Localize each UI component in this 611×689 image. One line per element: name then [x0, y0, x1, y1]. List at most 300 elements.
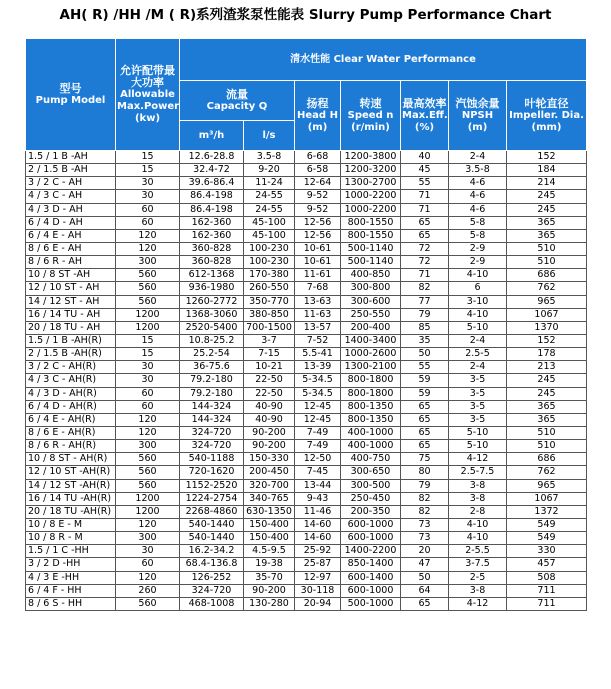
- cell-max-eff: 65: [401, 597, 449, 610]
- cell-max-power: 15: [116, 164, 180, 177]
- table-row: [26, 269, 587, 282]
- cell-max-eff: 55: [401, 177, 449, 190]
- cell-max-power: 560: [116, 453, 180, 466]
- cell-npsh: 2-9: [449, 242, 507, 255]
- table-row: [26, 177, 587, 190]
- cell-pump-model: 4 / 3 C - AH: [26, 190, 116, 203]
- cell-npsh: 4-10: [449, 269, 507, 282]
- cell-pump-model: 6 / 4 F - HH: [26, 584, 116, 597]
- cell-max-power: 60: [116, 203, 180, 216]
- cell-head: 5-34.5: [295, 387, 341, 400]
- cell-npsh: 4-6: [449, 190, 507, 203]
- header-speed-cn: 转速: [359, 96, 382, 110]
- table-row: [26, 492, 587, 505]
- table-row: [26, 532, 587, 545]
- header-head-cn: 扬程: [306, 96, 329, 110]
- cell-pump-model: 6 / 4 D - AH(R): [26, 400, 116, 413]
- cell-capacity-ls: 260-550: [244, 282, 295, 295]
- cell-max-power: 60: [116, 558, 180, 571]
- table-row: [26, 545, 587, 558]
- cell-capacity-m3h: 324-720: [180, 584, 244, 597]
- cell-pump-model: 6 / 4 D - AH: [26, 216, 116, 229]
- cell-speed: 250-550: [341, 308, 401, 321]
- cell-pump-model: 16 / 14 TU -AH(R): [26, 492, 116, 505]
- cell-head: 25-87: [295, 558, 341, 571]
- cell-impeller-dia: 686: [507, 453, 587, 466]
- cell-capacity-m3h: 68.4-136.8: [180, 558, 244, 571]
- cell-capacity-ls: 22-50: [244, 374, 295, 387]
- cell-max-eff: 50: [401, 571, 449, 584]
- cell-speed: 200-400: [341, 321, 401, 334]
- header-eff-cn: 最高效率: [402, 96, 447, 110]
- cell-head: 13-44: [295, 479, 341, 492]
- cell-max-power: 60: [116, 400, 180, 413]
- cell-speed: 600-1000: [341, 584, 401, 597]
- cell-impeller-dia: 245: [507, 190, 587, 203]
- cell-speed: 1000-2600: [341, 348, 401, 361]
- cell-impeller-dia: 184: [507, 164, 587, 177]
- cell-npsh: 4-10: [449, 532, 507, 545]
- cell-npsh: 3-8: [449, 584, 507, 597]
- table-row: [26, 190, 587, 203]
- cell-capacity-m3h: 1152-2520: [180, 479, 244, 492]
- cell-head: 5-34.5: [295, 374, 341, 387]
- cell-speed: 1000-2200: [341, 203, 401, 216]
- table-row: [26, 571, 587, 584]
- cell-max-power: 30: [116, 545, 180, 558]
- cell-npsh: 4-10: [449, 518, 507, 531]
- cell-speed: 1300-2100: [341, 361, 401, 374]
- cell-capacity-m3h: 25.2-54: [180, 348, 244, 361]
- cell-max-power: 1200: [116, 308, 180, 321]
- cell-speed: 500-1000: [341, 597, 401, 610]
- cell-head: 7-45: [295, 466, 341, 479]
- table-row: [26, 400, 587, 413]
- cell-capacity-ls: 3-7: [244, 334, 295, 347]
- cell-capacity-ls: 90-200: [244, 426, 295, 439]
- header-eff-unit: (%): [414, 121, 435, 133]
- cell-npsh: 5-10: [449, 321, 507, 334]
- cell-impeller-dia: 711: [507, 597, 587, 610]
- cell-capacity-ls: 45-100: [244, 216, 295, 229]
- cell-capacity-m3h: 10.8-25.2: [180, 334, 244, 347]
- cell-pump-model: 20 / 18 TU - AH: [26, 321, 116, 334]
- cell-speed: 400-1000: [341, 426, 401, 439]
- cell-head: 7-52: [295, 334, 341, 347]
- cell-capacity-ls: 700-1500: [244, 321, 295, 334]
- cell-head: 30-118: [295, 584, 341, 597]
- cell-capacity-ls: 100-230: [244, 242, 295, 255]
- cell-capacity-ls: 45-100: [244, 229, 295, 242]
- cell-pump-model: 3 / 2 D -HH: [26, 558, 116, 571]
- header-capacity-ls: l/s: [244, 121, 295, 151]
- cell-speed: 1200-3800: [341, 151, 401, 164]
- cell-capacity-m3h: 1368-3060: [180, 308, 244, 321]
- cell-capacity-ls: 90-200: [244, 584, 295, 597]
- cell-npsh: 5-8: [449, 229, 507, 242]
- cell-head: 12-45: [295, 400, 341, 413]
- cell-pump-model: 3 / 2 C - AH(R): [26, 361, 116, 374]
- cell-max-power: 120: [116, 518, 180, 531]
- cell-pump-model: 4 / 3 C - AH(R): [26, 374, 116, 387]
- header-speed-en: Speed n: [347, 109, 394, 121]
- cell-speed: 800-1350: [341, 413, 401, 426]
- header-speed-unit: (r/min): [351, 121, 390, 133]
- cell-speed: 600-1000: [341, 518, 401, 531]
- header-pump-model: [26, 39, 116, 151]
- cell-capacity-ls: 10-21: [244, 361, 295, 374]
- cell-impeller-dia: 510: [507, 426, 587, 439]
- cell-impeller-dia: 213: [507, 361, 587, 374]
- cell-pump-model: 1.5 / 1 B -AH: [26, 151, 116, 164]
- cell-head: 7-68: [295, 282, 341, 295]
- cell-max-eff: 80: [401, 466, 449, 479]
- cell-capacity-ls: 22-50: [244, 387, 295, 400]
- header-model-cn: 型号: [59, 81, 82, 95]
- header-head: [295, 81, 341, 151]
- cell-max-eff: 79: [401, 308, 449, 321]
- header-max-eff: [401, 81, 449, 151]
- cell-pump-model: 2 / 1.5 B -AH: [26, 164, 116, 177]
- cell-max-power: 120: [116, 229, 180, 242]
- header-npsh: [449, 81, 507, 151]
- header-clear-water-performance: 清水性能 Clear Water Performance: [180, 39, 587, 81]
- cell-capacity-m3h: 162-360: [180, 216, 244, 229]
- cell-head: 12-45: [295, 413, 341, 426]
- cell-npsh: 5-10: [449, 440, 507, 453]
- cell-head: 10-61: [295, 242, 341, 255]
- cell-npsh: 3-7.5: [449, 558, 507, 571]
- cell-npsh: 5-8: [449, 216, 507, 229]
- header-capacity: [180, 81, 295, 121]
- cell-capacity-m3h: 540-1188: [180, 453, 244, 466]
- cell-npsh: 3-8: [449, 492, 507, 505]
- cell-max-eff: 71: [401, 269, 449, 282]
- cell-impeller-dia: 178: [507, 348, 587, 361]
- header-head-en: Head H: [297, 109, 338, 121]
- table-row: [26, 361, 587, 374]
- cell-npsh: 3.5-8: [449, 164, 507, 177]
- cell-max-eff: 82: [401, 505, 449, 518]
- cell-impeller-dia: 152: [507, 151, 587, 164]
- cell-max-eff: 73: [401, 532, 449, 545]
- cell-max-power: 120: [116, 413, 180, 426]
- cell-speed: 800-1550: [341, 229, 401, 242]
- cell-capacity-m3h: 2520-5400: [180, 321, 244, 334]
- cell-npsh: 2-5.5: [449, 545, 507, 558]
- cell-pump-model: 4 / 3 E -HH: [26, 571, 116, 584]
- cell-capacity-ls: 150-330: [244, 453, 295, 466]
- cell-max-power: 1200: [116, 321, 180, 334]
- cell-head: 13-39: [295, 361, 341, 374]
- cell-pump-model: 8 / 6 E - AH(R): [26, 426, 116, 439]
- cell-max-eff: 72: [401, 242, 449, 255]
- cell-head: 20-94: [295, 597, 341, 610]
- cell-impeller-dia: 508: [507, 571, 587, 584]
- cell-head: 9-43: [295, 492, 341, 505]
- cell-head: 14-60: [295, 532, 341, 545]
- cell-capacity-m3h: 360-828: [180, 242, 244, 255]
- cell-capacity-m3h: 324-720: [180, 440, 244, 453]
- cell-pump-model: 2 / 1.5 B -AH(R): [26, 348, 116, 361]
- table-row: [26, 413, 587, 426]
- table-row: [26, 440, 587, 453]
- cell-head: 13-57: [295, 321, 341, 334]
- cell-capacity-ls: 40-90: [244, 400, 295, 413]
- cell-speed: 300-650: [341, 466, 401, 479]
- table-row: [26, 282, 587, 295]
- table-row: [26, 518, 587, 531]
- cell-max-power: 560: [116, 597, 180, 610]
- cell-head: 11-63: [295, 308, 341, 321]
- cell-speed: 600-1000: [341, 532, 401, 545]
- cell-max-eff: 47: [401, 558, 449, 571]
- cell-npsh: 2-8: [449, 505, 507, 518]
- cell-speed: 600-1400: [341, 571, 401, 584]
- header-power-unit: (kw): [134, 112, 161, 124]
- cell-capacity-ls: 200-450: [244, 466, 295, 479]
- cell-pump-model: 14 / 12 ST - AH: [26, 295, 116, 308]
- table-row: [26, 321, 587, 334]
- cell-capacity-ls: 4.5-9.5: [244, 545, 295, 558]
- cell-npsh: 3-5: [449, 413, 507, 426]
- cell-impeller-dia: 686: [507, 269, 587, 282]
- cell-capacity-ls: 19-38: [244, 558, 295, 571]
- cell-max-eff: 82: [401, 282, 449, 295]
- cell-pump-model: 8 / 6 R - AH(R): [26, 440, 116, 453]
- table-row: [26, 374, 587, 387]
- cell-max-power: 30: [116, 190, 180, 203]
- header-impeller-en: Impeller. Dia. (mm): [509, 109, 584, 133]
- header-capacity-cn: 流量: [226, 87, 248, 101]
- header-npsh-en: NPSH: [461, 109, 494, 121]
- cell-head: 7-49: [295, 440, 341, 453]
- cell-max-power: 560: [116, 269, 180, 282]
- cell-capacity-m3h: 12.6-28.8: [180, 151, 244, 164]
- cell-impeller-dia: 245: [507, 374, 587, 387]
- page-title: AH( R) /HH /M ( R)系列渣浆泵性能表 Slurry Pump Performance Chart: [59, 7, 552, 23]
- table-row: [26, 558, 587, 571]
- cell-capacity-m3h: 1224-2754: [180, 492, 244, 505]
- cell-pump-model: 4 / 3 D - AH: [26, 203, 116, 216]
- cell-impeller-dia: 214: [507, 177, 587, 190]
- cell-max-power: 120: [116, 426, 180, 439]
- cell-speed: 300-500: [341, 479, 401, 492]
- cell-capacity-ls: 150-400: [244, 532, 295, 545]
- cell-capacity-ls: 150-400: [244, 518, 295, 531]
- cell-capacity-ls: 320-700: [244, 479, 295, 492]
- cell-capacity-ls: 100-230: [244, 256, 295, 269]
- cell-impeller-dia: 965: [507, 295, 587, 308]
- cell-npsh: 4-12: [449, 453, 507, 466]
- cell-speed: 300-600: [341, 295, 401, 308]
- cell-impeller-dia: 365: [507, 400, 587, 413]
- cell-max-power: 120: [116, 242, 180, 255]
- cell-capacity-m3h: 468-1008: [180, 597, 244, 610]
- header-max-power: [116, 39, 180, 151]
- cell-head: 11-61: [295, 269, 341, 282]
- header-power-en: Allowable Max.Power: [117, 88, 180, 112]
- cell-head: 13-63: [295, 295, 341, 308]
- cell-npsh: 2-9: [449, 256, 507, 269]
- cell-capacity-m3h: 16.2-34.2: [180, 545, 244, 558]
- cell-impeller-dia: 245: [507, 387, 587, 400]
- table-row: [26, 597, 587, 610]
- cell-capacity-m3h: 39.6-86.4: [180, 177, 244, 190]
- cell-npsh: 3-5: [449, 400, 507, 413]
- cell-pump-model: 16 / 14 TU - AH: [26, 308, 116, 321]
- cell-max-eff: 75: [401, 453, 449, 466]
- cell-head: 12-50: [295, 453, 341, 466]
- cell-max-power: 60: [116, 387, 180, 400]
- cell-capacity-m3h: 2268-4860: [180, 505, 244, 518]
- table-row: [26, 584, 587, 597]
- cell-capacity-ls: 11-24: [244, 177, 295, 190]
- header-model-en: Pump Model: [35, 94, 106, 106]
- cell-head: 12-56: [295, 229, 341, 242]
- cell-pump-model: 8 / 6 S - HH: [26, 597, 116, 610]
- cell-pump-model: 6 / 4 E - AH: [26, 229, 116, 242]
- cell-impeller-dia: 549: [507, 518, 587, 531]
- table-row: [26, 242, 587, 255]
- cell-speed: 300-800: [341, 282, 401, 295]
- table-row: [26, 479, 587, 492]
- cell-impeller-dia: 965: [507, 479, 587, 492]
- cell-pump-model: 10 / 8 R - M: [26, 532, 116, 545]
- cell-capacity-m3h: 540-1440: [180, 518, 244, 531]
- cell-capacity-m3h: 324-720: [180, 426, 244, 439]
- cell-head: 12-64: [295, 177, 341, 190]
- cell-npsh: 3-5: [449, 387, 507, 400]
- table-row: [26, 466, 587, 479]
- cell-max-eff: 82: [401, 492, 449, 505]
- cell-impeller-dia: 245: [507, 203, 587, 216]
- cell-impeller-dia: 1370: [507, 321, 587, 334]
- cell-max-power: 15: [116, 348, 180, 361]
- cell-max-power: 560: [116, 295, 180, 308]
- table-row: [26, 203, 587, 216]
- header-capacity-en: Capacity Q: [206, 100, 268, 112]
- performance-table: [25, 38, 587, 611]
- cell-head: 6-68: [295, 151, 341, 164]
- cell-npsh: 2.5-5: [449, 348, 507, 361]
- cell-capacity-ls: 340-765: [244, 492, 295, 505]
- cell-max-power: 1200: [116, 492, 180, 505]
- cell-max-power: 560: [116, 466, 180, 479]
- table-row: [26, 256, 587, 269]
- cell-head: 9-52: [295, 190, 341, 203]
- table-row: [26, 505, 587, 518]
- cell-max-eff: 64: [401, 584, 449, 597]
- cell-max-eff: 72: [401, 256, 449, 269]
- cell-head: 14-60: [295, 518, 341, 531]
- cell-npsh: 2-4: [449, 334, 507, 347]
- cell-npsh: 2-5: [449, 571, 507, 584]
- cell-max-power: 260: [116, 584, 180, 597]
- cell-max-eff: 79: [401, 479, 449, 492]
- cell-speed: 1400-3400: [341, 334, 401, 347]
- header-impeller-cn: 叶轮直径: [524, 96, 569, 110]
- cell-head: 10-61: [295, 256, 341, 269]
- cell-npsh: 3-5: [449, 374, 507, 387]
- cell-max-power: 560: [116, 282, 180, 295]
- cell-pump-model: 10 / 8 ST - AH(R): [26, 453, 116, 466]
- cell-max-power: 120: [116, 571, 180, 584]
- cell-max-power: 1200: [116, 505, 180, 518]
- cell-pump-model: 8 / 6 R - AH: [26, 256, 116, 269]
- cell-max-eff: 65: [401, 216, 449, 229]
- cell-impeller-dia: 365: [507, 413, 587, 426]
- cell-pump-model: 8 / 6 E - AH: [26, 242, 116, 255]
- cell-max-eff: 40: [401, 151, 449, 164]
- cell-capacity-ls: 40-90: [244, 413, 295, 426]
- cell-impeller-dia: 510: [507, 440, 587, 453]
- table-row: [26, 334, 587, 347]
- cell-speed: 200-350: [341, 505, 401, 518]
- cell-head: 6-58: [295, 164, 341, 177]
- header-head-unit: (m): [307, 121, 328, 133]
- cell-pump-model: 3 / 2 C - AH: [26, 177, 116, 190]
- cell-impeller-dia: 762: [507, 282, 587, 295]
- cell-impeller-dia: 711: [507, 584, 587, 597]
- cell-pump-model: 20 / 18 TU -AH(R): [26, 505, 116, 518]
- cell-speed: 1400-2200: [341, 545, 401, 558]
- cell-head: 12-97: [295, 571, 341, 584]
- cell-head: 9-52: [295, 203, 341, 216]
- cell-capacity-ls: 7-15: [244, 348, 295, 361]
- cell-pump-model: 10 / 8 ST -AH: [26, 269, 116, 282]
- cell-head: 12-56: [295, 216, 341, 229]
- cell-capacity-m3h: 36-75.6: [180, 361, 244, 374]
- cell-capacity-ls: 9-20: [244, 164, 295, 177]
- cell-capacity-m3h: 360-828: [180, 256, 244, 269]
- cell-capacity-m3h: 720-1620: [180, 466, 244, 479]
- cell-capacity-m3h: 126-252: [180, 571, 244, 584]
- cell-capacity-m3h: 936-1980: [180, 282, 244, 295]
- table-row: [26, 164, 587, 177]
- header-speed: [341, 81, 401, 151]
- cell-max-eff: 59: [401, 387, 449, 400]
- cell-capacity-m3h: 162-360: [180, 229, 244, 242]
- cell-npsh: 3-8: [449, 479, 507, 492]
- cell-capacity-ls: 630-1350: [244, 505, 295, 518]
- cell-speed: 1000-2200: [341, 190, 401, 203]
- cell-capacity-ls: 350-770: [244, 295, 295, 308]
- cell-speed: 400-750: [341, 453, 401, 466]
- table-row: [26, 426, 587, 439]
- cell-max-eff: 71: [401, 203, 449, 216]
- cell-capacity-m3h: 79.2-180: [180, 387, 244, 400]
- cell-capacity-m3h: 86.4-198: [180, 203, 244, 216]
- cell-max-eff: 45: [401, 164, 449, 177]
- cell-pump-model: 14 / 12 ST -AH(R): [26, 479, 116, 492]
- cell-max-power: 30: [116, 177, 180, 190]
- cell-capacity-m3h: 144-324: [180, 413, 244, 426]
- header-npsh-unit: (m): [467, 121, 488, 133]
- cell-speed: 850-1400: [341, 558, 401, 571]
- cell-pump-model: 1.5 / 1 B -AH(R): [26, 334, 116, 347]
- header-capacity-m3h: m³/h: [180, 121, 244, 151]
- cell-capacity-ls: 380-850: [244, 308, 295, 321]
- cell-max-eff: 65: [401, 426, 449, 439]
- cell-impeller-dia: 330: [507, 545, 587, 558]
- cell-npsh: 2.5-7.5: [449, 466, 507, 479]
- cell-capacity-ls: 35-70: [244, 571, 295, 584]
- cell-max-power: 15: [116, 151, 180, 164]
- cell-max-eff: 35: [401, 334, 449, 347]
- cell-impeller-dia: 1067: [507, 492, 587, 505]
- cell-capacity-m3h: 32.4-72: [180, 164, 244, 177]
